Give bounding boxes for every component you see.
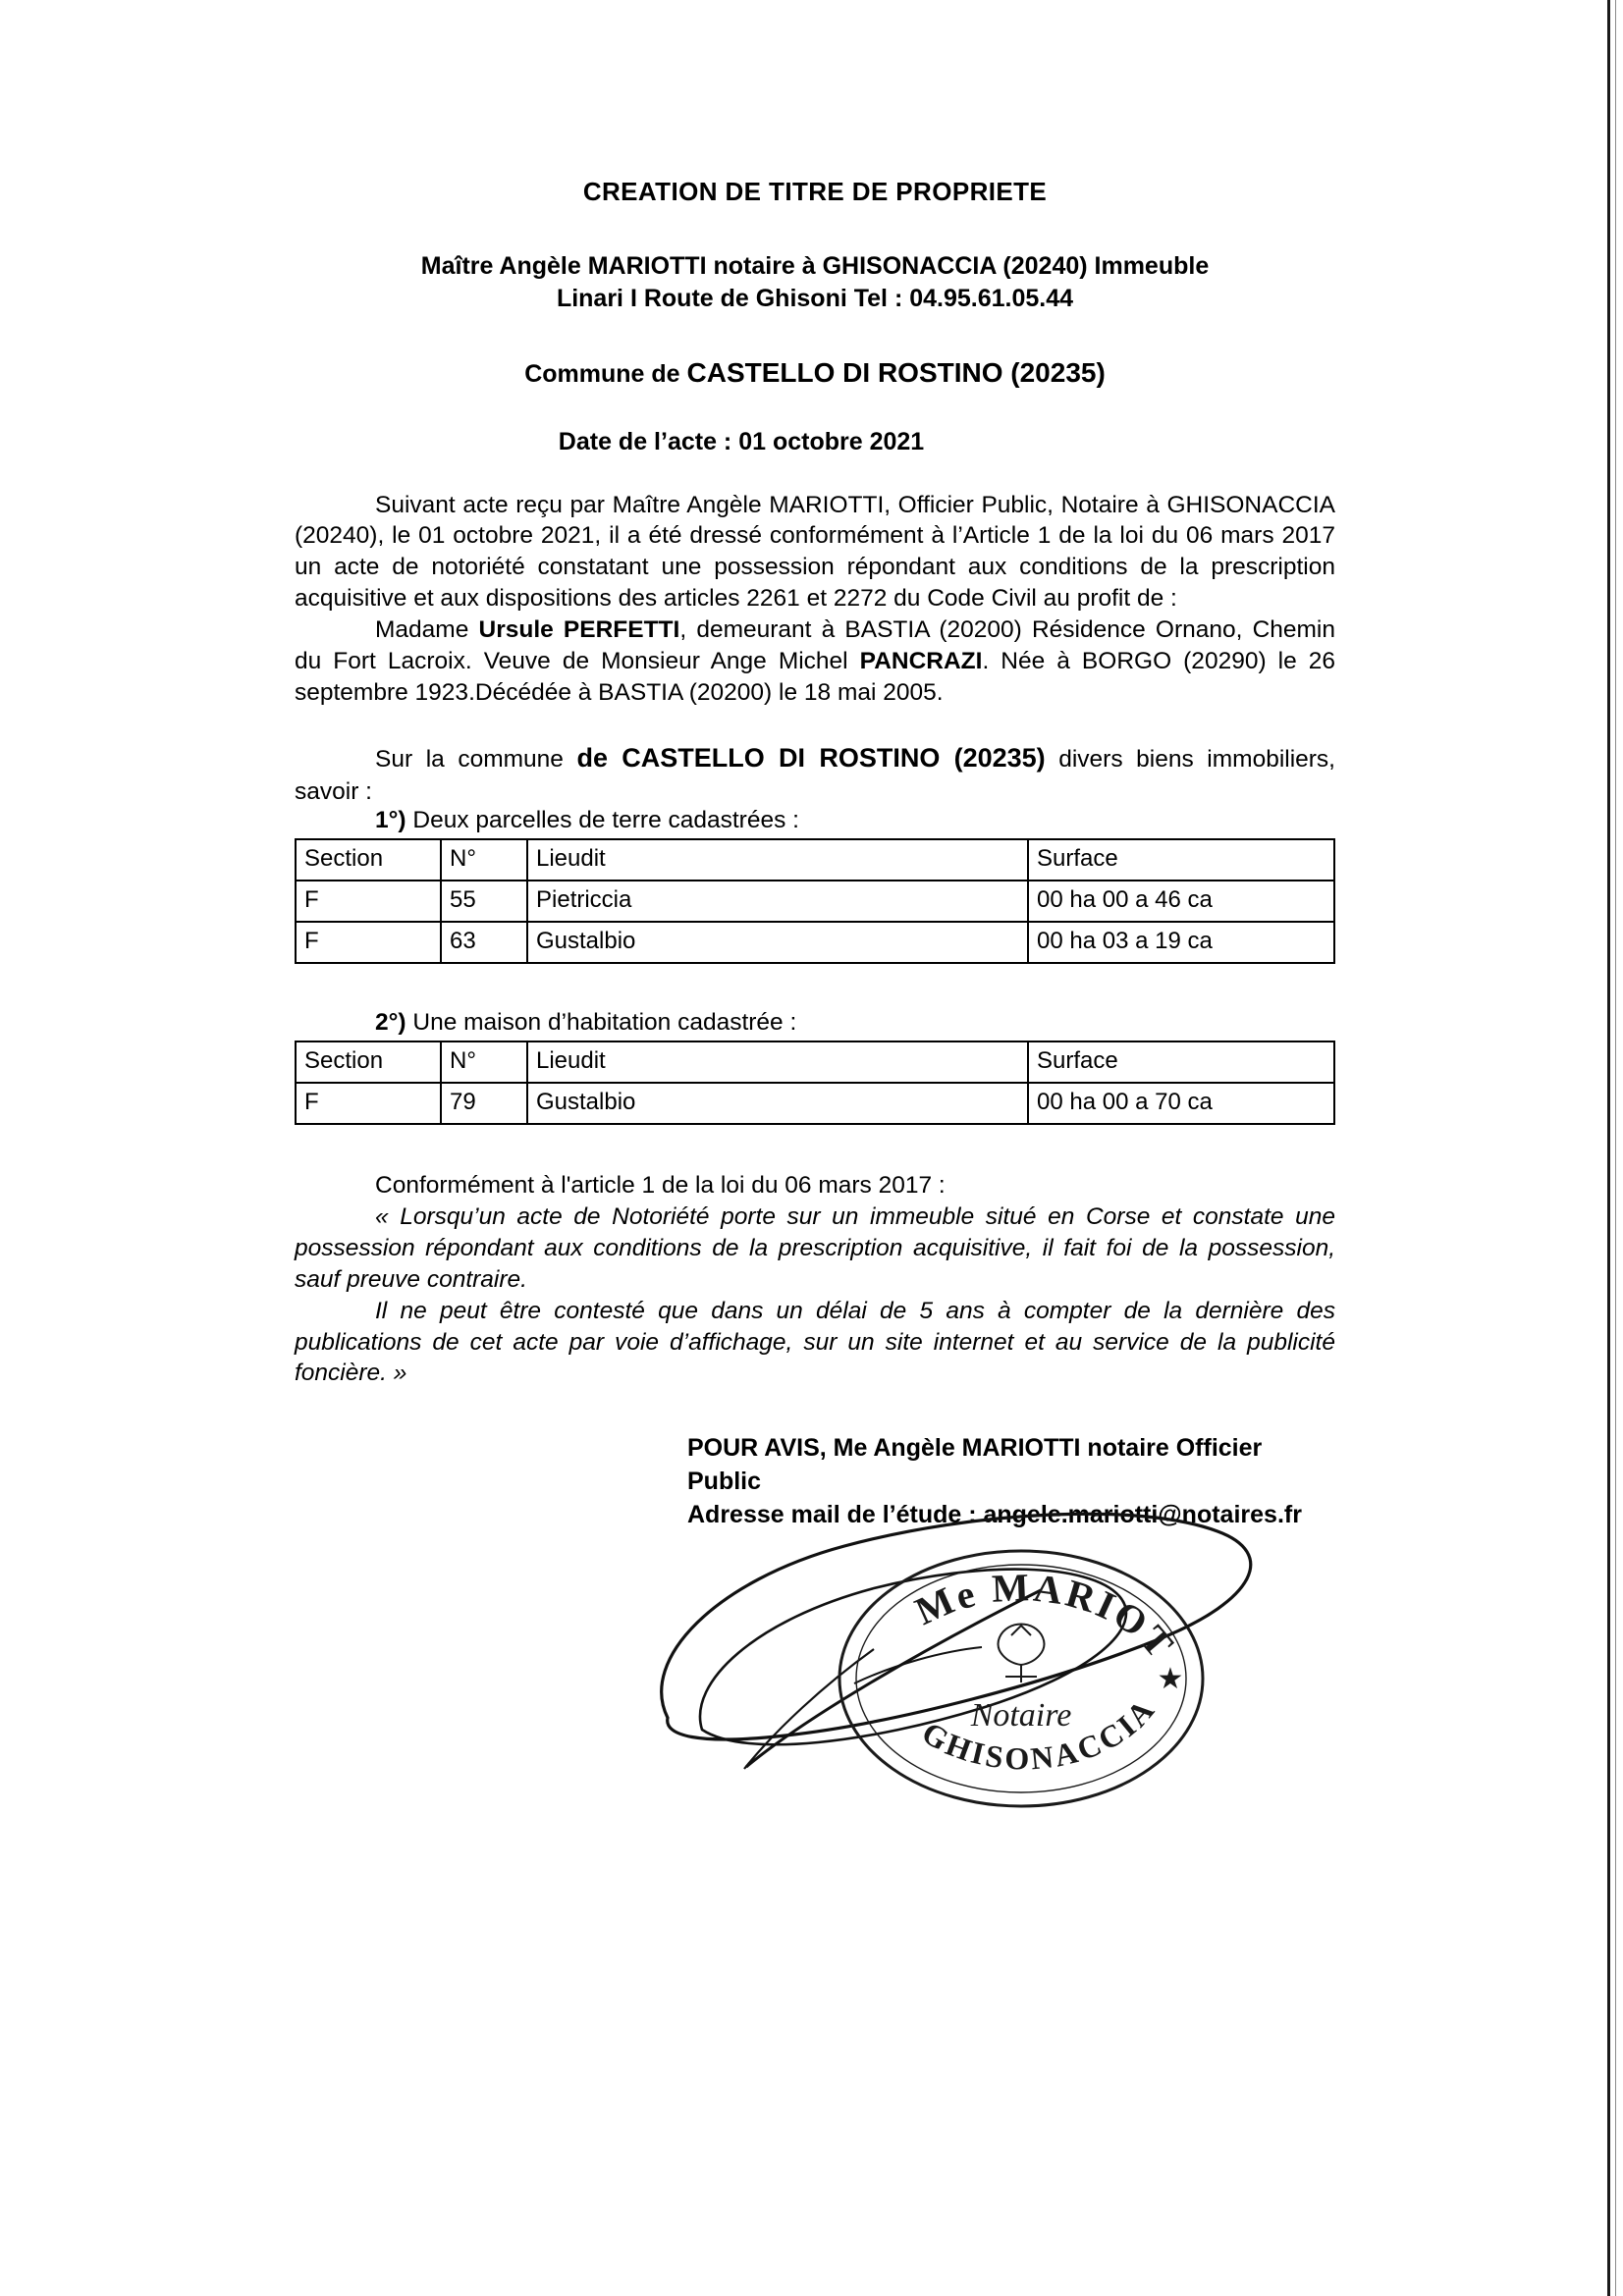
property-intro-commune: de CASTELLO DI ROSTINO (20235) (576, 743, 1046, 774)
act-date: Date de l’acte : 01 octobre 2021 (558, 427, 925, 455)
cell-lieudit: Gustalbio (527, 922, 1028, 963)
cell-lieudit: Pietriccia (527, 881, 1028, 922)
commune-heading-prefix: Commune de (524, 359, 687, 388)
column-header-surface: Surface (1028, 839, 1334, 881)
cell-section: F (296, 881, 441, 922)
beneficiary-prefix: Madame (375, 615, 479, 643)
property-intro-prefix: Sur la commune (375, 746, 577, 774)
commune-heading (295, 357, 1335, 389)
round-stamp (839, 1551, 1203, 1806)
table-header-row (296, 839, 1334, 881)
column-header-number: N° (441, 1041, 527, 1083)
cell-number: 55 (441, 881, 527, 922)
stamp-emblem (999, 1625, 1045, 1683)
section-2-number: 2°) (375, 1009, 406, 1037)
beneficiary-middle-text: , demeurant à BASTIA (20200) Résidence Ornano, Chemin du Fort Lacroix. Veuve de Monsieur Ange Michel (295, 615, 1336, 674)
notary-address-line-2: Linari I Route de Ghisoni Tel : 04.95.61.05.44 (556, 285, 1074, 313)
stamp-outer-ring (839, 1551, 1203, 1806)
stamp-role-text: Notaire (970, 1697, 1072, 1734)
stamp-star-icon: ★ (1157, 1663, 1184, 1695)
column-header-surface: Surface (1028, 1041, 1334, 1083)
cell-section: F (296, 922, 441, 963)
cell-number: 63 (441, 922, 527, 963)
stamp-name-text: Me MARIOTTI (908, 1565, 1184, 1687)
column-header-section: Section (296, 1041, 441, 1083)
stamp-city-text: GHISONACCIA (916, 1690, 1163, 1777)
notary-address-line-1: Maître Angèle MARIOTTI notaire à GHISONACCIA (20240) Immeuble (420, 252, 1210, 280)
paragraph-act-reception: Suivant acte reçu par Maître Angèle MARIOTTI, Officier Public, Notaire à GHISONACCIA (20240), le 01 octobre 2021, il a été dressé conformément à l’Article 1 de la loi du 06 mars 2017 un acte de notoriété constatant une possession répondant aux conditions de la prescription acquisitive et aux dispositions des articles 2261 et 2272 du Code Civil au profit de : (295, 491, 1335, 613)
paragraph-property-intro (295, 741, 1335, 807)
law-quote-paragraph-2: Il ne peut être contesté que dans un délai de 5 ans à compter de la dernière des publications de cet acte par voie d’affichage, sur un site internet et au service de la publicité foncière. » (295, 1297, 1335, 1387)
signoff-line-1: POUR AVIS, Me Angèle MARIOTTI notaire Officier Public (687, 1434, 1263, 1495)
signoff-block (295, 1432, 1335, 1531)
notary-address-block (295, 250, 1335, 316)
signature-outer-loop (662, 1514, 1251, 1739)
cadastre-table-house (295, 1041, 1335, 1125)
paragraph-beneficiary (295, 614, 1335, 709)
signature-tail (854, 1647, 982, 1683)
table-row (296, 922, 1334, 963)
cell-surface: 00 ha 00 a 70 ca (1028, 1083, 1334, 1124)
beneficiary-name: Ursule PERFETTI (478, 615, 680, 643)
table-row (296, 1083, 1334, 1124)
cell-surface: 00 ha 00 a 46 ca (1028, 881, 1334, 922)
section-2-label (295, 1009, 1335, 1037)
column-header-lieudit: Lieudit (527, 1041, 1028, 1083)
property-intro-suffix: divers biens immobiliers, savoir : (295, 746, 1335, 805)
cell-lieudit: Gustalbio (527, 1083, 1028, 1124)
signoff-line-2: Adresse mail de l’étude : angele.mariotti@notaires.fr (687, 1500, 1302, 1528)
signature-diagonal-stroke-secondary (744, 1649, 874, 1769)
signature-diagonal-stroke (746, 1590, 1041, 1767)
scan-edge-artifact (1607, 0, 1610, 2296)
column-header-lieudit: Lieudit (527, 839, 1028, 881)
stamp-inner-ring (856, 1565, 1186, 1792)
notary-signature-and-stamp (628, 1472, 1316, 1885)
cell-section: F (296, 1083, 441, 1124)
page-title: CREATION DE TITRE DE PROPRIETE (582, 177, 1048, 206)
law-reference-intro: Conformément à l'article 1 de la loi du 06 mars 2017 : (375, 1172, 946, 1200)
commune-heading-name: CASTELLO DI ROSTINO (20235) (686, 356, 1106, 388)
spacer (295, 1125, 1335, 1170)
spacer (295, 708, 1335, 741)
law-quote-paragraph-1: « Lorsqu’un acte de Notoriété porte sur un immeuble situé en Corse et constate une possession répondant aux conditions de la prescription acquisitive, il fait foi de la possession, sauf preuve contraire. (295, 1203, 1335, 1293)
document-content (295, 177, 1335, 1532)
cell-surface: 00 ha 03 a 19 ca (1028, 922, 1334, 963)
signature-inner-loop (700, 1570, 1126, 1745)
cadastre-table-parcels (295, 838, 1335, 964)
table-row (296, 881, 1334, 922)
section-2-text: Une maison d’habitation cadastrée : (406, 1009, 797, 1037)
table-header-row (296, 1041, 1334, 1083)
beneficiary-suffix-text: . Née à BORGO (20290) le 26 septembre 1923.Décédée à BASTIA (20200) le 18 mai 2005. (295, 647, 1335, 706)
section-1-text: Deux parcelles de terre cadastrées : (406, 807, 799, 834)
section-1-label (295, 807, 1335, 834)
cell-number: 79 (441, 1083, 527, 1124)
spacer (295, 964, 1335, 1009)
column-header-section: Section (296, 839, 441, 881)
column-header-number: N° (441, 839, 527, 881)
section-1-number: 1°) (375, 807, 406, 834)
beneficiary-spouse-name: PANCRAZI (859, 647, 983, 674)
scan-edge-artifact-secondary (1615, 0, 1616, 2296)
